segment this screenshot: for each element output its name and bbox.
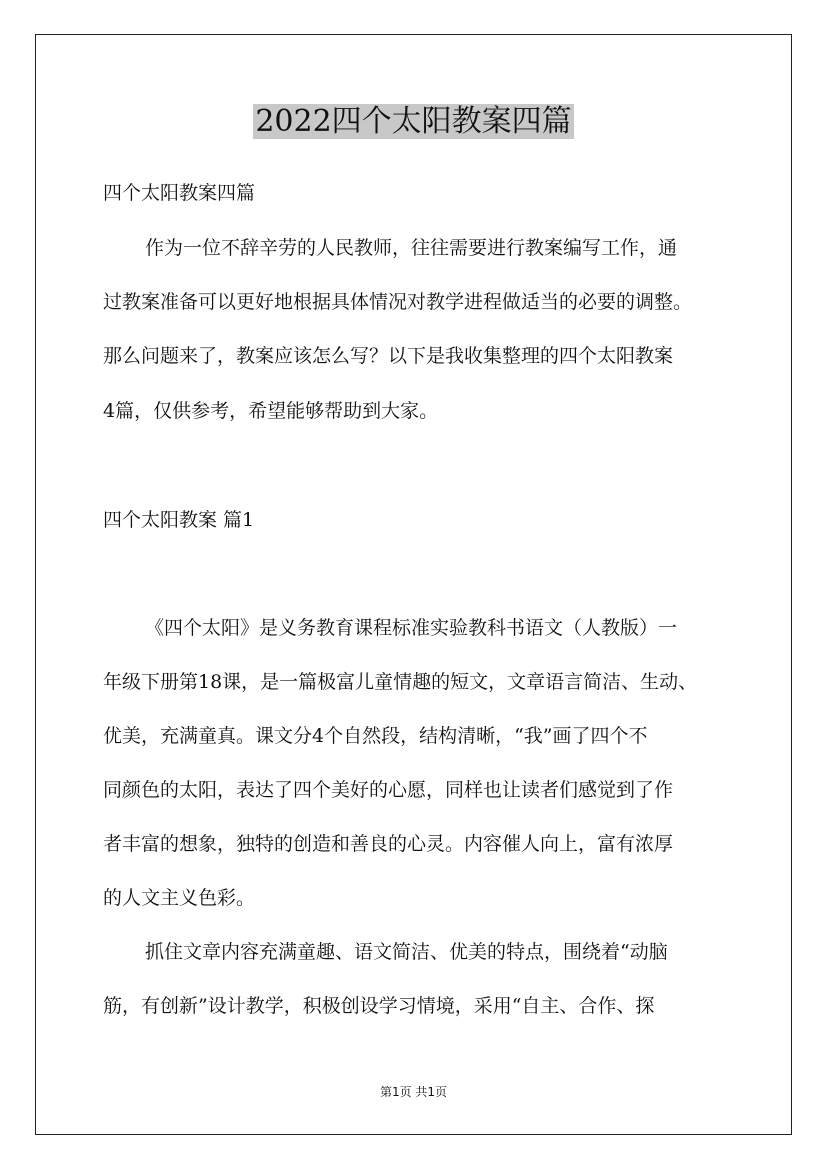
intro-line-1: 作为一位不辞辛劳的人民教师，往往需要进行教案编写工作，通	[145, 237, 678, 259]
intro-line-3: 那么问题来了，教案应该怎么写？以下是我收集整理的四个太阳教案	[103, 345, 674, 367]
paragraph1-line-6: 的人文主义色彩。	[103, 887, 256, 909]
paragraph1-line-1: 《四个太阳》是义务教育课程标准实验教科书语文（人教版）一	[145, 617, 678, 639]
paragraph1-line-5: 者丰富的想象，独特的创造和善良的心灵。内容催人向上，富有浓厚	[103, 833, 674, 855]
paragraph2-line-1: 抓住文章内容充满童趣、语文简洁、优美的特点，围绕着“动脑	[145, 941, 668, 963]
paragraph1-line-2: 年级下册第18课，是一篇极富儿童情趣的短文，文章语言简洁、生动、	[103, 671, 698, 693]
document-title	[0, 100, 827, 144]
page-footer: 第1页 共1页	[379, 1085, 448, 1099]
document-title-text: 2022四个太阳教案四篇	[255, 104, 572, 139]
intro-line-2: 过教案准备可以更好地根据具体情况对教学进程做适当的必要的调整。	[103, 291, 693, 313]
document-subtitle: 四个太阳教案四篇	[103, 182, 256, 204]
paragraph2-line-2: 筋，有创新”设计教学，积极创设学习情境，采用“自主、合作、探	[103, 995, 655, 1017]
paragraph1-line-3: 优美，充满童真。课文分4个自然段，结构清晰，“我”画了四个不	[103, 725, 648, 747]
section-heading: 四个太阳教案 篇1	[103, 509, 255, 531]
intro-line-4: 4篇，仅供参考，希望能够帮助到大家。	[103, 400, 439, 422]
paragraph1-line-4: 同颜色的太阳，表达了四个美好的心愿，同样也让读者们感觉到了作	[103, 779, 674, 801]
